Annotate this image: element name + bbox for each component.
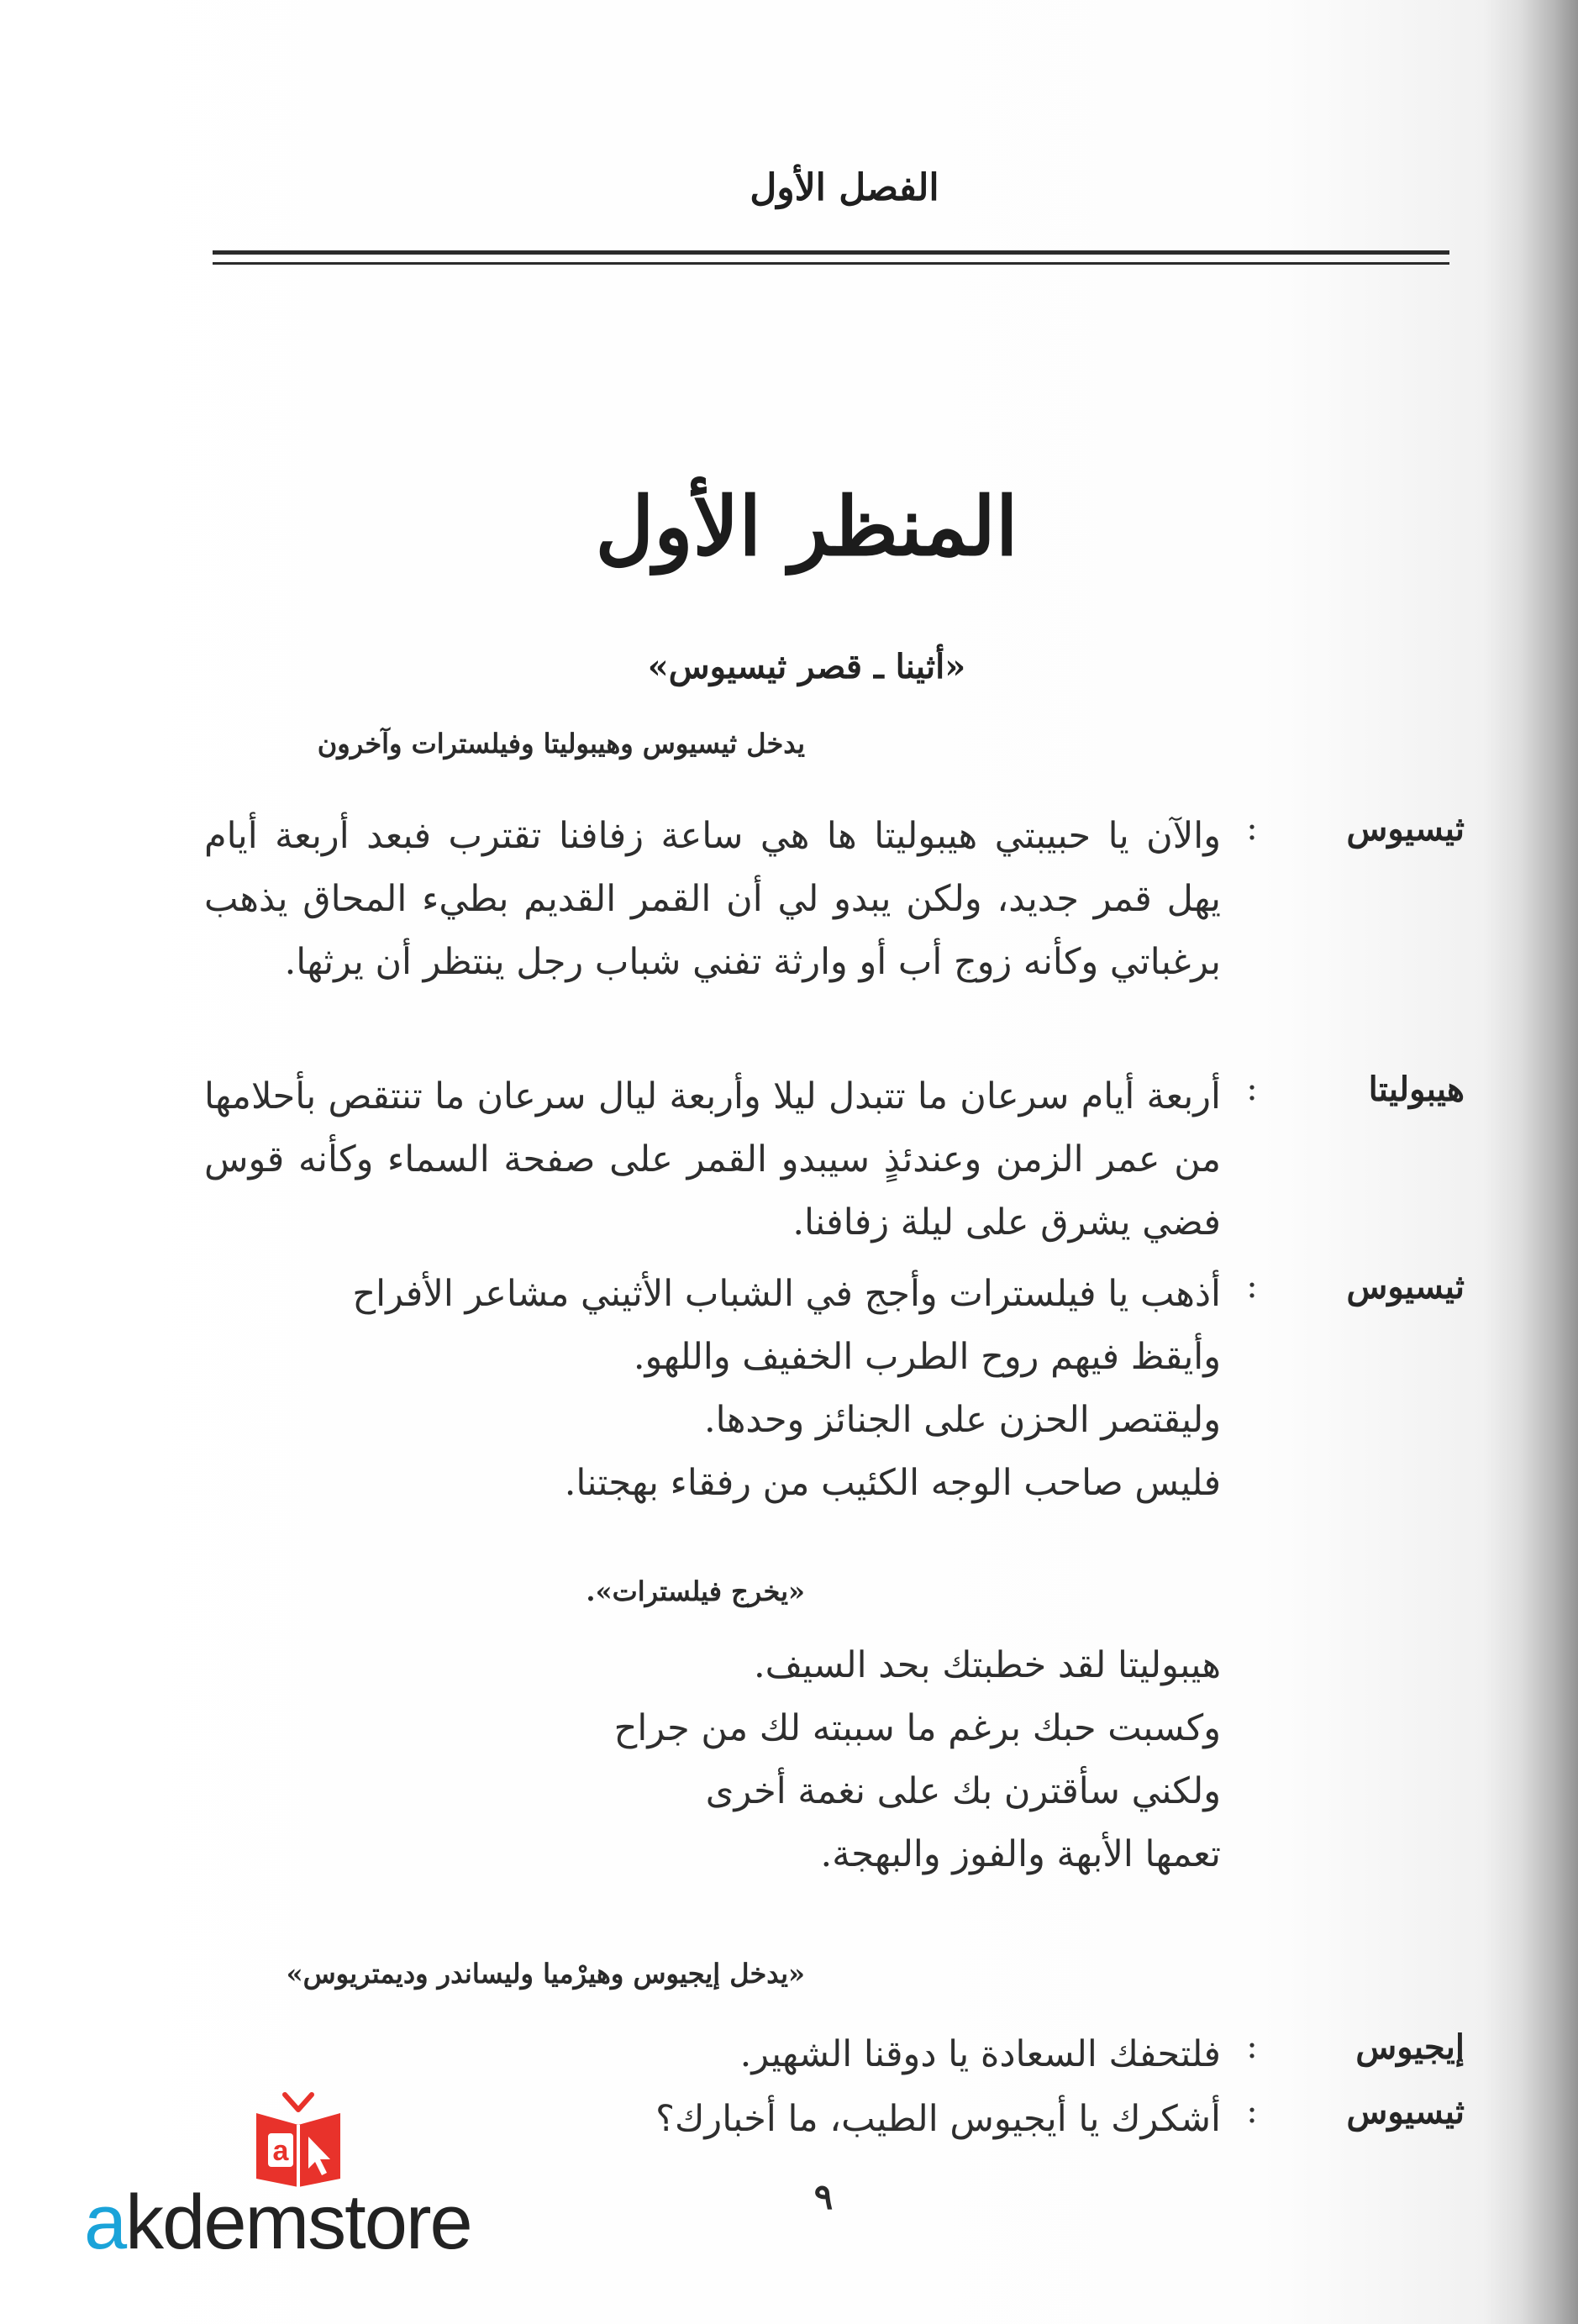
book-cart-icon <box>248 2088 349 2189</box>
scene-place: «أثينا ـ قصر ثيسيوس» <box>647 647 966 686</box>
speaker-colon: : <box>1246 2027 1258 2066</box>
verse-line: فليس صاحب الوجه الكئيب من رفقاء بهجتنا. <box>564 1462 1221 1504</box>
speech-verse-continued <box>204 1634 1221 1886</box>
header-rule-thin <box>213 262 1449 265</box>
logo-accent-letter: a <box>84 2179 126 2265</box>
verse-line: ولكني سأقترن بك على نغمة أخرى <box>705 1770 1221 1812</box>
speaker-name: ثيسيوس <box>1346 2092 1465 2132</box>
verse-line: فلتحفك السعادة يا دوقنا الشهير. <box>739 2033 1221 2075</box>
speech-text: أربعة أيام سرعان ما تتبدل ليلا وأربعة ليال سرعان ما تنتقص بأحلامها من عمر الزمن وعندئذٍ سيبدو القمر على صفحة السماء وكأنه قوس فضي يشرق على ليلة زفافنا. <box>204 1075 1221 1243</box>
verse-line: وليقتصر الحزن على الجنائز وحدها. <box>703 1399 1221 1441</box>
scene-title: المنظر الأول <box>595 479 1018 574</box>
stage-direction-entry: يدخل ثيسيوس وهيبوليتا وفيلسترات وآخرون <box>317 728 805 760</box>
speech-verse <box>204 1263 1221 1515</box>
verse-line: أذهب يا فيلسترات وأجج في الشباب الأثيني مشاعر الأفراح <box>352 1273 1221 1315</box>
speaker-colon: : <box>1246 1267 1258 1306</box>
header-rule-thick <box>213 250 1449 255</box>
verse-line: وأيقظ فيهم روح الطرب الخفيف واللهو. <box>633 1336 1221 1378</box>
stage-direction-exit: «يخرج فيلسترات». <box>586 1575 805 1607</box>
page-number: ٩ <box>813 2176 834 2217</box>
verse-line: تعمها الأبهة والفوز والبهجة. <box>820 1833 1221 1875</box>
page-edge-shadow <box>1519 0 1578 2324</box>
verse-line: أشكرك يا أيجيوس الطيب، ما أخبارك؟ <box>655 2098 1221 2140</box>
speaker-colon: : <box>1246 809 1258 848</box>
speaker-name: ثيسيوس <box>1346 809 1465 849</box>
speaker-name: ثيسيوس <box>1346 1267 1465 1307</box>
logo-text-rest: kdemstore <box>125 2179 471 2265</box>
stage-direction-entry-2: «يدخل إيجيوس وهيرْميا وليساندر وديمتريوس» <box>286 1958 805 1990</box>
watermark-logo-text <box>84 2176 605 2269</box>
verse-line: وكسبت حبك برغم ما سببته لك من جراح <box>613 1707 1221 1749</box>
running-head: الفصل الأول <box>750 166 939 209</box>
speech-text <box>204 2023 1221 2086</box>
verse-line: هيبوليتا لقد خطبتك بحد السيف. <box>754 1644 1221 1686</box>
speaker-colon: : <box>1246 1070 1258 1108</box>
icon-letter: a <box>272 2135 289 2167</box>
speech-text: والآن يا حبيبتي هيبوليتا ها هي ساعة زفافنا تقترب فبعد أربعة أيام يهل قمر جديد، ولكن يبدو لي أن القمر القديم بطيء المحاق يذهب برغباتي وكأنه زوج أب أو وارثة تفني شباب رجل ينتظر أن يرثها. <box>204 815 1221 983</box>
speaker-name: هيبوليتا <box>1368 1070 1465 1109</box>
speech-text <box>204 2088 1221 2151</box>
speaker-name: إيجيوس <box>1355 2027 1465 2067</box>
speaker-colon: : <box>1246 2092 1258 2131</box>
